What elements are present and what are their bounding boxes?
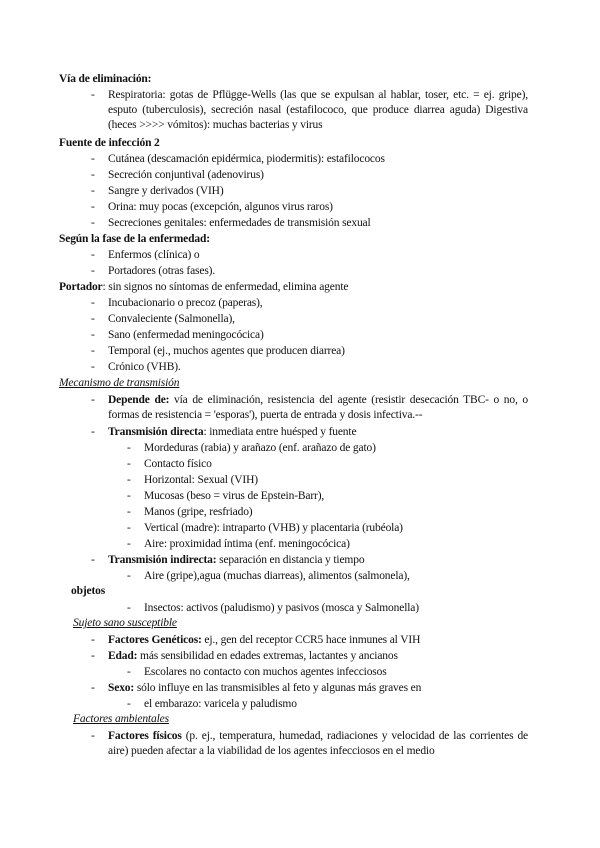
sexo-label: Sexo: [108, 682, 135, 694]
list-item: - Mucosas (beso = virus de Epstein-Barr), [127, 490, 325, 502]
heading-via-eliminacion: Vía de eliminación: [59, 73, 152, 85]
list-item: - Crónico (VHB). [91, 361, 181, 373]
depende-label: Depende de: [108, 394, 170, 406]
list-item: - Escolares no contacto con muchos agentes infecciosos [127, 666, 387, 678]
fisicos-label: Factores físicos [108, 730, 182, 742]
list-item: - Transmisión directa: inmediata entre huésped y fuente [91, 426, 357, 438]
list-item: - Incubacionario o precoz (paperas), [91, 297, 263, 309]
list-item: - Vertical (madre): intraparto (VHB) y placentaria (rubéola) [127, 522, 403, 534]
heading-portador: Portador [59, 281, 103, 293]
indirecta-label: Transmisión indirecta: [108, 554, 217, 566]
objetos-label: objetos [71, 585, 106, 597]
list-item: - Respiratoria: gotas de Pflügge-Wells (las que se expulsan al hablar, toser, etc. = ej. gripe), esputo (tuberculosis), secreción nasal (estafilococo, que produce diarrea aguda) Digestiva (heces >>>> vómitos): muchas bacterias y virus [91, 89, 528, 131]
heading-factores-ambientales: Factores ambientales [73, 713, 169, 725]
list-item: - Transmisión indirecta: separación en distancia y tiempo [91, 554, 365, 566]
list-item: - Contacto físico [127, 458, 212, 470]
list-item: - Orina: muy pocas (excepción, algunos virus raros) [91, 201, 333, 213]
list-item: - Aire (gripe),agua (muchas diarreas), alimentos (salmonela), [127, 570, 410, 582]
list-item: - Horizontal: Sexual (VIH) [127, 474, 258, 486]
list-item: - Insectos: activos (paludismo) y pasivos (mosca y Salmonella) [127, 602, 419, 614]
list-item: - Convaleciente (Salmonella), [91, 313, 235, 325]
list-item: - Manos (gripe, resfriado) [127, 506, 253, 518]
heading-mecanismo-transmision: Mecanismo de transmisión [59, 377, 180, 389]
list-item: - Edad: más sensibilidad en edades extremas, lactantes y ancianos [91, 650, 398, 662]
heading-fase-enfermedad: Según la fase de la enfermedad: [59, 233, 210, 245]
list-item: - Factores físicos (p. ej., temperatura, humedad, radiaciones y velocidad de las corrientes de aire) pueden afectar a la viabilidad de los agentes infecciosos en el medio [91, 730, 528, 757]
geneticos-label: Factores Genéticos: [108, 634, 202, 646]
list-item: - Mordeduras (rabia) y arañazo (enf. arañazo de gato) [127, 442, 376, 454]
heading-sujeto-sano: Sujeto sano susceptible [73, 617, 177, 629]
list-item: - Secreciones genitales: enfermedades de transmisión sexual [91, 217, 371, 229]
list-item: - Sexo: sólo influye en las transmisibles al feto y algunas más graves en [91, 682, 422, 694]
list-item: - Depende de: vía de eliminación, resistencia del agente (resistir desecación TBC- o no, o formas de resistencia = 'esporas'), puerta de entrada y dosis infectiva.-- [91, 394, 528, 421]
list-item: - el embarazo: varicela y paludismo [127, 698, 297, 710]
list-item: - Factores Genéticos: ej., gen del receptor CCR5 hace inmunes al VIH [91, 634, 421, 646]
list-item: - Sangre y derivados (VIH) [91, 185, 224, 197]
list-item: - Cutánea (descamación epidérmica, piodermitis): estafilococos [91, 153, 385, 165]
list-item: - Temporal (ej., muchos agentes que producen diarrea) [91, 345, 345, 357]
heading-portador-line: Portador: sin signos no síntomas de enfermedad, elimina agente [59, 281, 349, 293]
directa-label: Transmisión directa [108, 426, 204, 438]
list-item: - Sano (enfermedad meningocócica) [91, 329, 264, 341]
heading-fuente-infeccion: Fuente de infección 2 [59, 137, 160, 149]
list-item: - Secreción conjuntival (adenovirus) [91, 169, 264, 181]
list-item: - Aire: proximidad íntima (enf. meningocócica) [127, 538, 350, 550]
edad-label: Edad: [108, 650, 138, 662]
list-item: - Portadores (otras fases). [91, 265, 216, 277]
list-item: - Enfermos (clínica) o [91, 249, 200, 261]
